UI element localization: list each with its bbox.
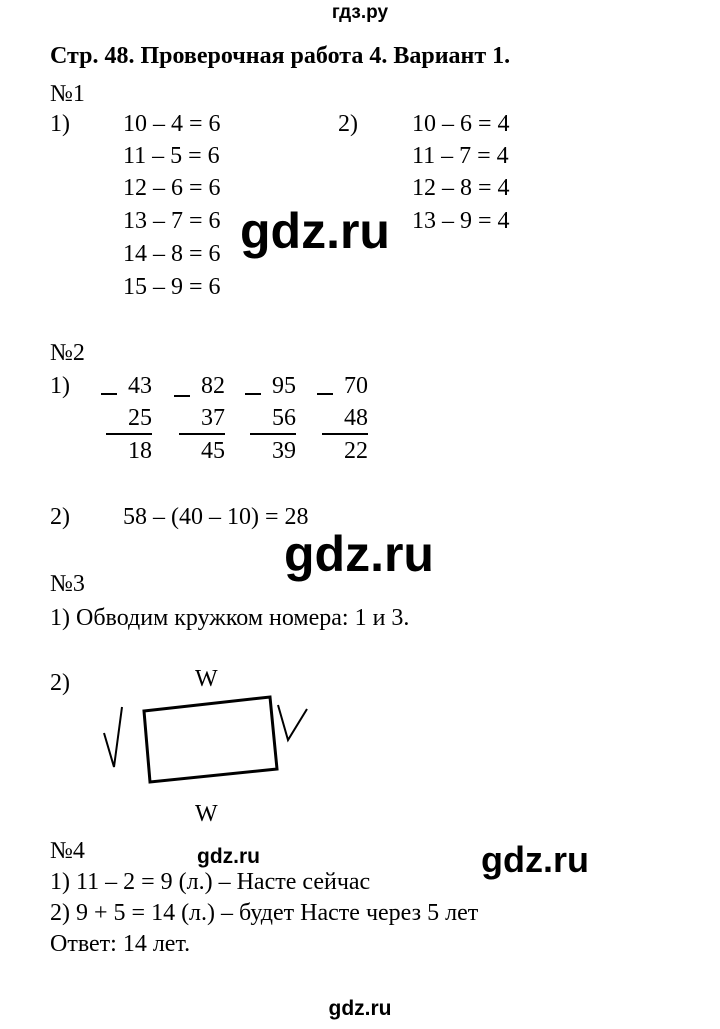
task4-line: 1) 11 – 2 = 9 (л.) – Насте сейчас: [50, 869, 371, 895]
task1-part1-line: 14 – 8 = 6: [123, 241, 221, 267]
task1-label: №1: [50, 81, 85, 107]
check-mark-right: [278, 705, 307, 740]
task2-part2-label: 2): [50, 504, 70, 530]
column-minuend: 43: [128, 373, 152, 399]
column-minuend: 70: [344, 373, 368, 399]
task1-part1-line: 15 – 9 = 6: [123, 274, 221, 300]
task1-part1-line: 10 – 4 = 6: [123, 111, 221, 137]
column-subtrahend: 56: [250, 404, 296, 435]
watermark: gdz.ru: [481, 839, 589, 880]
task1-part2-line: 10 – 6 = 4: [412, 111, 510, 137]
task1-part1-line: 12 – 6 = 6: [123, 175, 221, 201]
mark-top: W: [195, 666, 218, 692]
column-minuend: 95: [272, 373, 296, 399]
watermark: gdz.ru: [197, 845, 260, 868]
column-subtrahend: 25: [106, 404, 152, 435]
task1-part1-line: 13 – 7 = 6: [123, 208, 221, 234]
site-header: гдз.ру: [331, 2, 389, 23]
task2-part2-expression: 58 – (40 – 10) = 28: [123, 504, 309, 530]
column-result: 45: [201, 438, 225, 464]
column-minuend: 82: [201, 373, 225, 399]
check-mark-left: [104, 707, 122, 767]
rectangle-shape: [144, 697, 277, 782]
task2-label: №2: [50, 340, 85, 366]
task1-part2-line: 11 – 7 = 4: [412, 143, 509, 169]
site-footer: gdz.ru: [328, 997, 392, 1020]
mark-bottom: W: [195, 801, 218, 827]
page-heading: Стр. 48. Проверочная работа 4. Вариант 1.: [50, 43, 511, 69]
rectangle-drawing: [100, 695, 320, 795]
column-subtrahend: 37: [179, 404, 225, 435]
watermark: gdz.ru: [240, 203, 390, 259]
watermark: gdz.ru: [284, 526, 434, 582]
column-result: 22: [344, 438, 368, 464]
task3-part2-label: 2): [50, 670, 70, 696]
column-result: 18: [128, 438, 152, 464]
task1-part2-line: 13 – 9 = 4: [412, 208, 510, 234]
task1-part2-line: 12 – 8 = 4: [412, 175, 510, 201]
task4-line: 2) 9 + 5 = 14 (л.) – будет Насте через 5 лет: [50, 900, 479, 926]
task3-part1: 1) Обводим кружком номера: 1 и 3.: [50, 605, 410, 631]
task4-answer: Ответ: 14 лет.: [50, 931, 191, 957]
task3-label: №3: [50, 571, 85, 597]
column-subtrahend: 48: [322, 404, 368, 435]
column-result: 39: [272, 438, 296, 464]
task1-part2-label: 2): [338, 111, 358, 137]
task4-label: №4: [50, 838, 85, 864]
task1-part1-line: 11 – 5 = 6: [123, 143, 220, 169]
task1-part1-label: 1): [50, 111, 70, 137]
task2-part1-label: 1): [50, 373, 70, 399]
